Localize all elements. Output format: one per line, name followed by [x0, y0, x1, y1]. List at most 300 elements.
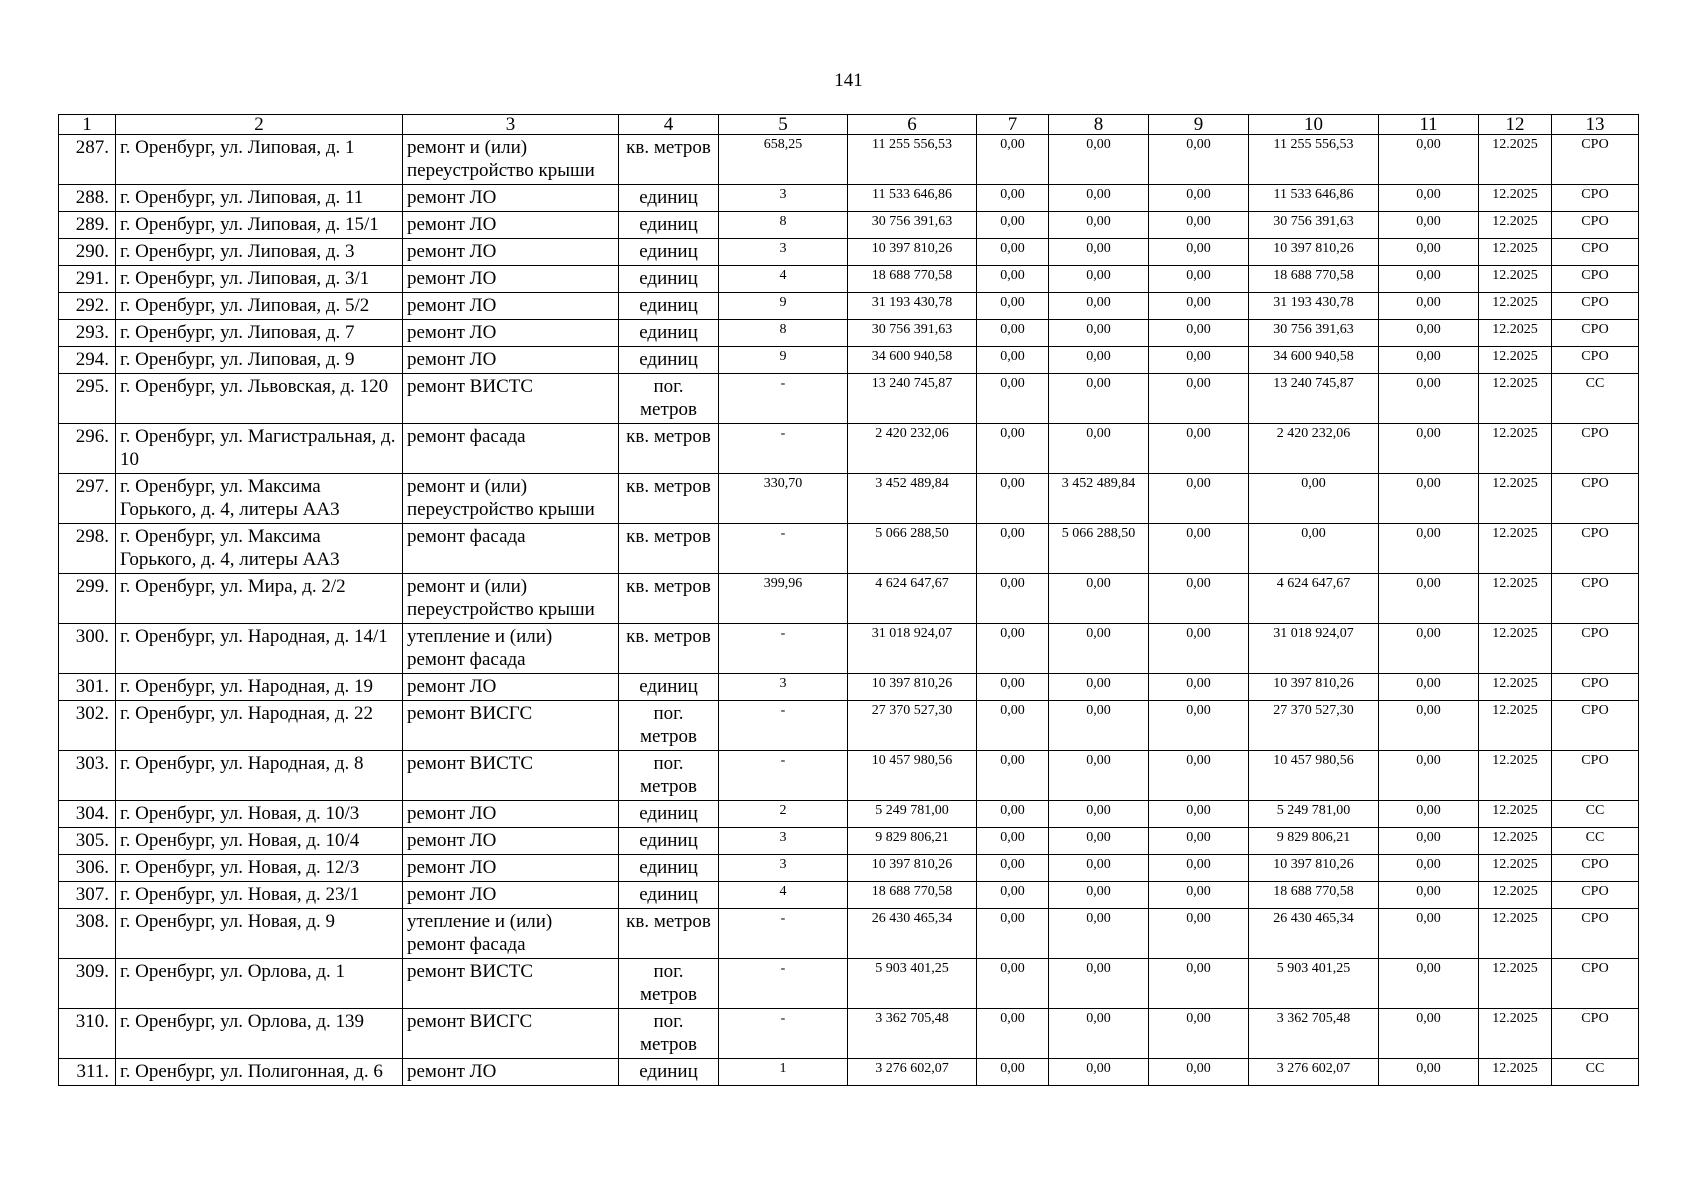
- table-cell-col-9: 0,00: [1149, 474, 1249, 524]
- table-cell-col-10: 2 420 232,06: [1249, 424, 1379, 474]
- table-row: [59, 474, 1639, 524]
- table-cell-col-5: 4: [719, 882, 848, 909]
- table-cell-col-13: СС: [1552, 374, 1639, 424]
- table-cell-col-1: 301.: [59, 674, 116, 701]
- table-cell-col-5: 9: [719, 347, 848, 374]
- table-cell-col-10: 34 600 940,58: [1249, 347, 1379, 374]
- table-cell-col-2: г. Оренбург, ул. Львовская, д. 120: [116, 374, 403, 424]
- table-cell-col-11: 0,00: [1379, 424, 1479, 474]
- table-cell-col-5: 399,96: [719, 574, 848, 624]
- table-cell-col-13: СРО: [1552, 293, 1639, 320]
- table-cell-col-12: 12.2025: [1479, 239, 1552, 266]
- table-cell-col-1: 298.: [59, 524, 116, 574]
- table-cell-col-1: 309.: [59, 959, 116, 1009]
- table-cell-col-3: ремонт ВИСТС: [403, 959, 619, 1009]
- table-cell-col-3: утепление и (или) ремонт фасада: [403, 624, 619, 674]
- table-cell-col-7: 0,00: [977, 855, 1049, 882]
- table-cell-col-4: единиц: [619, 855, 719, 882]
- table-cell-col-6: 5 249 781,00: [848, 801, 977, 828]
- table-cell-col-9: 0,00: [1149, 135, 1249, 185]
- table-cell-col-8: 0,00: [1049, 909, 1149, 959]
- table-cell-col-6: 18 688 770,58: [848, 266, 977, 293]
- table-cell-col-9: 0,00: [1149, 959, 1249, 1009]
- table-cell-col-4: единиц: [619, 347, 719, 374]
- table-cell-col-12: 12.2025: [1479, 701, 1552, 751]
- table-cell-col-13: СРО: [1552, 239, 1639, 266]
- table-cell-col-12: 12.2025: [1479, 574, 1552, 624]
- table-cell-col-13: СРО: [1552, 674, 1639, 701]
- table-cell-col-6: 10 397 810,26: [848, 855, 977, 882]
- table-cell-col-12: 12.2025: [1479, 882, 1552, 909]
- table-cell-col-7: 0,00: [977, 828, 1049, 855]
- table-cell-col-5: 4: [719, 266, 848, 293]
- table-cell-col-4: кв. метров: [619, 424, 719, 474]
- table-cell-col-3: ремонт ЛО: [403, 320, 619, 347]
- table-cell-col-1: 296.: [59, 424, 116, 474]
- table-cell-col-13: СС: [1552, 1059, 1639, 1086]
- table-cell-col-3: ремонт фасада: [403, 424, 619, 474]
- table-cell-col-3: ремонт ЛО: [403, 828, 619, 855]
- table-row: [59, 1059, 1639, 1086]
- table-cell-col-4: пог. метров: [619, 1009, 719, 1059]
- table-cell-col-10: 31 018 924,07: [1249, 624, 1379, 674]
- table-row: [59, 135, 1639, 185]
- table-cell-col-8: 3 452 489,84: [1049, 474, 1149, 524]
- table-cell-col-11: 0,00: [1379, 212, 1479, 239]
- table-cell-col-2: г. Оренбург, ул. Магистральная, д. 10: [116, 424, 403, 474]
- table-cell-col-8: 0,00: [1049, 624, 1149, 674]
- table-cell-col-7: 0,00: [977, 266, 1049, 293]
- table-cell-col-2: г. Оренбург, ул. Максима Горького, д. 4, литеры АА3: [116, 524, 403, 574]
- table-cell-col-13: СРО: [1552, 347, 1639, 374]
- table-cell-col-6: 11 255 556,53: [848, 135, 977, 185]
- table-cell-col-7: 0,00: [977, 624, 1049, 674]
- table-cell-col-4: кв. метров: [619, 474, 719, 524]
- table-cell-col-11: 0,00: [1379, 266, 1479, 293]
- table-cell-col-8: 0,00: [1049, 347, 1149, 374]
- table-cell-col-4: пог. метров: [619, 701, 719, 751]
- table-row: [59, 424, 1639, 474]
- table-cell-col-3: ремонт ЛО: [403, 239, 619, 266]
- table-cell-col-9: 0,00: [1149, 751, 1249, 801]
- table-cell-col-6: 34 600 940,58: [848, 347, 977, 374]
- column-header-1: 1: [59, 115, 116, 135]
- table-cell-col-11: 0,00: [1379, 855, 1479, 882]
- table-row: [59, 347, 1639, 374]
- table-cell-col-5: -: [719, 1009, 848, 1059]
- table-cell-col-12: 12.2025: [1479, 135, 1552, 185]
- table-cell-col-9: 0,00: [1149, 266, 1249, 293]
- table-cell-col-9: 0,00: [1149, 185, 1249, 212]
- table-cell-col-9: 0,00: [1149, 320, 1249, 347]
- table-cell-col-8: 0,00: [1049, 828, 1149, 855]
- table-cell-col-8: 0,00: [1049, 574, 1149, 624]
- table-cell-col-5: -: [719, 424, 848, 474]
- table-cell-col-9: 0,00: [1149, 855, 1249, 882]
- column-header-10: 10: [1249, 115, 1379, 135]
- table-cell-col-1: 294.: [59, 347, 116, 374]
- table-cell-col-13: СРО: [1552, 882, 1639, 909]
- table-cell-col-6: 2 420 232,06: [848, 424, 977, 474]
- column-header-7: 7: [977, 115, 1049, 135]
- table-cell-col-11: 0,00: [1379, 293, 1479, 320]
- table-cell-col-7: 0,00: [977, 701, 1049, 751]
- table-cell-col-8: 0,00: [1049, 1009, 1149, 1059]
- table-cell-col-5: 8: [719, 212, 848, 239]
- table-cell-col-12: 12.2025: [1479, 801, 1552, 828]
- table-cell-col-8: 0,00: [1049, 185, 1149, 212]
- table-cell-col-5: -: [719, 701, 848, 751]
- table-cell-col-9: 0,00: [1149, 701, 1249, 751]
- table-cell-col-6: 18 688 770,58: [848, 882, 977, 909]
- column-header-6: 6: [848, 115, 977, 135]
- table-cell-col-3: ремонт и (или) переустройство крыши: [403, 574, 619, 624]
- table-cell-col-7: 0,00: [977, 185, 1049, 212]
- table-cell-col-5: 9: [719, 293, 848, 320]
- table-cell-col-12: 12.2025: [1479, 524, 1552, 574]
- table-cell-col-7: 0,00: [977, 751, 1049, 801]
- table-cell-col-3: ремонт и (или) переустройство крыши: [403, 474, 619, 524]
- table-cell-col-11: 0,00: [1379, 828, 1479, 855]
- table-cell-col-5: 3: [719, 855, 848, 882]
- table-cell-col-11: 0,00: [1379, 135, 1479, 185]
- table-cell-col-13: СРО: [1552, 574, 1639, 624]
- table-cell-col-3: ремонт ВИСТС: [403, 374, 619, 424]
- table-cell-col-5: 1: [719, 1059, 848, 1086]
- table-cell-col-7: 0,00: [977, 1009, 1049, 1059]
- table-cell-col-8: 0,00: [1049, 424, 1149, 474]
- table-cell-col-2: г. Оренбург, ул. Новая, д. 23/1: [116, 882, 403, 909]
- table-cell-col-3: утепление и (или) ремонт фасада: [403, 909, 619, 959]
- table-cell-col-7: 0,00: [977, 474, 1049, 524]
- table-cell-col-7: 0,00: [977, 320, 1049, 347]
- table-row: [59, 624, 1639, 674]
- table-cell-col-3: ремонт ЛО: [403, 882, 619, 909]
- table-cell-col-13: СРО: [1552, 424, 1639, 474]
- table-cell-col-12: 12.2025: [1479, 293, 1552, 320]
- table-cell-col-7: 0,00: [977, 424, 1049, 474]
- table-row: [59, 801, 1639, 828]
- column-header-3: 3: [403, 115, 619, 135]
- table-cell-col-12: 12.2025: [1479, 374, 1552, 424]
- table-row: [59, 320, 1639, 347]
- table-cell-col-6: 10 397 810,26: [848, 239, 977, 266]
- table-row: [59, 293, 1639, 320]
- table-cell-col-1: 288.: [59, 185, 116, 212]
- table-cell-col-7: 0,00: [977, 293, 1049, 320]
- table-cell-col-6: 5 903 401,25: [848, 959, 977, 1009]
- table-cell-col-5: 3: [719, 828, 848, 855]
- table-cell-col-4: единиц: [619, 293, 719, 320]
- table-cell-col-3: ремонт ЛО: [403, 266, 619, 293]
- table-cell-col-9: 0,00: [1149, 674, 1249, 701]
- table-cell-col-13: СРО: [1552, 135, 1639, 185]
- table-cell-col-4: единиц: [619, 212, 719, 239]
- table-cell-col-9: 0,00: [1149, 424, 1249, 474]
- table-cell-col-1: 306.: [59, 855, 116, 882]
- table-row: [59, 674, 1639, 701]
- table-cell-col-2: г. Оренбург, ул. Липовая, д. 9: [116, 347, 403, 374]
- table-cell-col-3: ремонт ЛО: [403, 185, 619, 212]
- table-row: [59, 574, 1639, 624]
- table-cell-col-7: 0,00: [977, 801, 1049, 828]
- table-cell-col-11: 0,00: [1379, 624, 1479, 674]
- table-cell-col-3: ремонт и (или) переустройство крыши: [403, 135, 619, 185]
- table-cell-col-8: 0,00: [1049, 674, 1149, 701]
- table-cell-col-1: 297.: [59, 474, 116, 524]
- table-cell-col-10: 10 397 810,26: [1249, 239, 1379, 266]
- table-cell-col-6: 13 240 745,87: [848, 374, 977, 424]
- table-cell-col-1: 293.: [59, 320, 116, 347]
- table-cell-col-13: СРО: [1552, 212, 1639, 239]
- table-cell-col-6: 11 533 646,86: [848, 185, 977, 212]
- table-cell-col-11: 0,00: [1379, 1059, 1479, 1086]
- table-cell-col-4: пог. метров: [619, 751, 719, 801]
- table-cell-col-6: 3 452 489,84: [848, 474, 977, 524]
- table-cell-col-3: ремонт ВИСГС: [403, 701, 619, 751]
- table-cell-col-6: 31 193 430,78: [848, 293, 977, 320]
- table-cell-col-13: СРО: [1552, 909, 1639, 959]
- table-cell-col-1: 310.: [59, 1009, 116, 1059]
- table-cell-col-11: 0,00: [1379, 801, 1479, 828]
- table-cell-col-12: 12.2025: [1479, 212, 1552, 239]
- table-cell-col-10: 18 688 770,58: [1249, 266, 1379, 293]
- table-cell-col-11: 0,00: [1379, 959, 1479, 1009]
- table-cell-col-12: 12.2025: [1479, 320, 1552, 347]
- table-cell-col-11: 0,00: [1379, 882, 1479, 909]
- table-cell-col-2: г. Оренбург, ул. Новая, д. 10/4: [116, 828, 403, 855]
- table-cell-col-2: г. Оренбург, ул. Липовая, д. 11: [116, 185, 403, 212]
- table-cell-col-9: 0,00: [1149, 909, 1249, 959]
- table-cell-col-10: 5 249 781,00: [1249, 801, 1379, 828]
- table-cell-col-3: ремонт ВИСГС: [403, 1009, 619, 1059]
- table-cell-col-11: 0,00: [1379, 185, 1479, 212]
- table-cell-col-4: кв. метров: [619, 135, 719, 185]
- table-row: [59, 1009, 1639, 1059]
- table-cell-col-5: 2: [719, 801, 848, 828]
- table-cell-col-8: 0,00: [1049, 266, 1149, 293]
- table-cell-col-12: 12.2025: [1479, 959, 1552, 1009]
- table-cell-col-9: 0,00: [1149, 624, 1249, 674]
- table-cell-col-11: 0,00: [1379, 909, 1479, 959]
- table-cell-col-2: г. Оренбург, ул. Липовая, д. 7: [116, 320, 403, 347]
- table-cell-col-1: 290.: [59, 239, 116, 266]
- table-cell-col-10: 10 397 810,26: [1249, 855, 1379, 882]
- table-cell-col-4: кв. метров: [619, 909, 719, 959]
- table-cell-col-10: 26 430 465,34: [1249, 909, 1379, 959]
- table-cell-col-7: 0,00: [977, 959, 1049, 1009]
- column-header-8: 8: [1049, 115, 1149, 135]
- table-cell-col-3: ремонт ЛО: [403, 855, 619, 882]
- table-cell-col-11: 0,00: [1379, 374, 1479, 424]
- table-cell-col-8: 0,00: [1049, 701, 1149, 751]
- table-row: [59, 185, 1639, 212]
- table-cell-col-12: 12.2025: [1479, 751, 1552, 801]
- table-cell-col-13: СС: [1552, 801, 1639, 828]
- table-cell-col-4: единиц: [619, 882, 719, 909]
- table-cell-col-8: 5 066 288,50: [1049, 524, 1149, 574]
- table-cell-col-4: кв. метров: [619, 524, 719, 574]
- table-cell-col-9: 0,00: [1149, 828, 1249, 855]
- table-cell-col-13: СРО: [1552, 474, 1639, 524]
- table-cell-col-4: единиц: [619, 801, 719, 828]
- table-cell-col-2: г. Оренбург, ул. Народная, д. 8: [116, 751, 403, 801]
- table-cell-col-10: 27 370 527,30: [1249, 701, 1379, 751]
- table-cell-col-8: 0,00: [1049, 293, 1149, 320]
- table-cell-col-3: ремонт ЛО: [403, 674, 619, 701]
- table-row: [59, 374, 1639, 424]
- table-cell-col-10: 11 255 556,53: [1249, 135, 1379, 185]
- table-cell-col-3: ремонт ЛО: [403, 212, 619, 239]
- table-cell-col-7: 0,00: [977, 882, 1049, 909]
- table-cell-col-13: СРО: [1552, 751, 1639, 801]
- table-cell-col-9: 0,00: [1149, 1059, 1249, 1086]
- table-cell-col-2: г. Оренбург, ул. Новая, д. 9: [116, 909, 403, 959]
- table-cell-col-3: ремонт ЛО: [403, 347, 619, 374]
- table-cell-col-5: 3: [719, 674, 848, 701]
- table-cell-col-3: ремонт ЛО: [403, 293, 619, 320]
- table-cell-col-11: 0,00: [1379, 320, 1479, 347]
- table-cell-col-3: ремонт ЛО: [403, 801, 619, 828]
- table-cell-col-11: 0,00: [1379, 524, 1479, 574]
- table-cell-col-2: г. Оренбург, ул. Липовая, д. 5/2: [116, 293, 403, 320]
- table-cell-col-6: 10 397 810,26: [848, 674, 977, 701]
- table-cell-col-2: г. Оренбург, ул. Орлова, д. 1: [116, 959, 403, 1009]
- table-cell-col-4: единиц: [619, 1059, 719, 1086]
- table-cell-col-4: единиц: [619, 828, 719, 855]
- table-row: [59, 524, 1639, 574]
- table-cell-col-6: 30 756 391,63: [848, 320, 977, 347]
- table-cell-col-1: 303.: [59, 751, 116, 801]
- table-cell-col-4: пог. метров: [619, 374, 719, 424]
- table-cell-col-7: 0,00: [977, 524, 1049, 574]
- table-cell-col-9: 0,00: [1149, 524, 1249, 574]
- table-cell-col-10: 13 240 745,87: [1249, 374, 1379, 424]
- table-cell-col-5: 3: [719, 239, 848, 266]
- table-cell-col-12: 12.2025: [1479, 266, 1552, 293]
- column-header-5: 5: [719, 115, 848, 135]
- table-cell-col-12: 12.2025: [1479, 1009, 1552, 1059]
- table-cell-col-7: 0,00: [977, 212, 1049, 239]
- table-cell-col-13: СРО: [1552, 266, 1639, 293]
- table-cell-col-13: СРО: [1552, 524, 1639, 574]
- table-cell-col-11: 0,00: [1379, 347, 1479, 374]
- table-cell-col-10: 0,00: [1249, 474, 1379, 524]
- table-cell-col-6: 4 624 647,67: [848, 574, 977, 624]
- table-cell-col-2: г. Оренбург, ул. Липовая, д. 15/1: [116, 212, 403, 239]
- table-cell-col-10: 10 397 810,26: [1249, 674, 1379, 701]
- table-cell-col-8: 0,00: [1049, 374, 1149, 424]
- table-cell-col-2: г. Оренбург, ул. Полигонная, д. 6: [116, 1059, 403, 1086]
- table-cell-col-7: 0,00: [977, 347, 1049, 374]
- table-cell-col-7: 0,00: [977, 135, 1049, 185]
- table-cell-col-10: 0,00: [1249, 524, 1379, 574]
- table-cell-col-10: 11 533 646,86: [1249, 185, 1379, 212]
- table-cell-col-8: 0,00: [1049, 855, 1149, 882]
- table-cell-col-5: 330,70: [719, 474, 848, 524]
- table-cell-col-9: 0,00: [1149, 239, 1249, 266]
- table-cell-col-13: СРО: [1552, 701, 1639, 751]
- table-cell-col-4: кв. метров: [619, 574, 719, 624]
- table-cell-col-1: 307.: [59, 882, 116, 909]
- table-cell-col-4: пог. метров: [619, 959, 719, 1009]
- table-cell-col-11: 0,00: [1379, 574, 1479, 624]
- table-cell-col-1: 302.: [59, 701, 116, 751]
- table-cell-col-1: 299.: [59, 574, 116, 624]
- table-cell-col-9: 0,00: [1149, 801, 1249, 828]
- table-cell-col-1: 305.: [59, 828, 116, 855]
- table-cell-col-5: 658,25: [719, 135, 848, 185]
- table-cell-col-12: 12.2025: [1479, 909, 1552, 959]
- table-cell-col-7: 0,00: [977, 374, 1049, 424]
- table-cell-col-11: 0,00: [1379, 674, 1479, 701]
- data-table: [58, 114, 1639, 1086]
- table-row: [59, 701, 1639, 751]
- table-cell-col-9: 0,00: [1149, 212, 1249, 239]
- table-cell-col-10: 9 829 806,21: [1249, 828, 1379, 855]
- table-cell-col-2: г. Оренбург, ул. Новая, д. 12/3: [116, 855, 403, 882]
- table-cell-col-6: 3 362 705,48: [848, 1009, 977, 1059]
- table-cell-col-8: 0,00: [1049, 212, 1149, 239]
- table-body: [59, 135, 1639, 1086]
- table-cell-col-5: -: [719, 374, 848, 424]
- table-cell-col-13: СРО: [1552, 624, 1639, 674]
- table-cell-col-10: 3 362 705,48: [1249, 1009, 1379, 1059]
- table-cell-col-13: СРО: [1552, 320, 1639, 347]
- table-cell-col-11: 0,00: [1379, 1009, 1479, 1059]
- table-cell-col-4: единиц: [619, 185, 719, 212]
- table-cell-col-12: 12.2025: [1479, 424, 1552, 474]
- table-cell-col-4: кв. метров: [619, 624, 719, 674]
- table-cell-col-12: 12.2025: [1479, 828, 1552, 855]
- table-cell-col-7: 0,00: [977, 1059, 1049, 1086]
- table-cell-col-9: 0,00: [1149, 574, 1249, 624]
- table-cell-col-2: г. Оренбург, ул. Мира, д. 2/2: [116, 574, 403, 624]
- table-cell-col-8: 0,00: [1049, 882, 1149, 909]
- table-cell-col-4: единиц: [619, 320, 719, 347]
- table-cell-col-1: 295.: [59, 374, 116, 424]
- table-row: [59, 751, 1639, 801]
- table-cell-col-6: 3 276 602,07: [848, 1059, 977, 1086]
- table-cell-col-8: 0,00: [1049, 801, 1149, 828]
- table-cell-col-5: -: [719, 909, 848, 959]
- table-row: [59, 959, 1639, 1009]
- table-cell-col-2: г. Оренбург, ул. Орлова, д. 139: [116, 1009, 403, 1059]
- table-cell-col-13: СРО: [1552, 855, 1639, 882]
- table-cell-col-2: г. Оренбург, ул. Народная, д. 14/1: [116, 624, 403, 674]
- column-header-12: 12: [1479, 115, 1552, 135]
- table-cell-col-13: СРО: [1552, 959, 1639, 1009]
- table-cell-col-2: г. Оренбург, ул. Новая, д. 10/3: [116, 801, 403, 828]
- table-cell-col-12: 12.2025: [1479, 1059, 1552, 1086]
- table-cell-col-9: 0,00: [1149, 1009, 1249, 1059]
- table-cell-col-6: 5 066 288,50: [848, 524, 977, 574]
- table-cell-col-2: г. Оренбург, ул. Липовая, д. 3/1: [116, 266, 403, 293]
- table-cell-col-5: -: [719, 751, 848, 801]
- table-cell-col-9: 0,00: [1149, 882, 1249, 909]
- table-cell-col-6: 26 430 465,34: [848, 909, 977, 959]
- header-row: [59, 115, 1639, 135]
- table-cell-col-8: 0,00: [1049, 239, 1149, 266]
- table-cell-col-12: 12.2025: [1479, 347, 1552, 374]
- table-cell-col-3: ремонт ВИСТС: [403, 751, 619, 801]
- table-cell-col-13: СРО: [1552, 185, 1639, 212]
- table-row: [59, 855, 1639, 882]
- table-cell-col-4: единиц: [619, 239, 719, 266]
- table-cell-col-5: -: [719, 959, 848, 1009]
- table-cell-col-1: 304.: [59, 801, 116, 828]
- table-cell-col-10: 30 756 391,63: [1249, 320, 1379, 347]
